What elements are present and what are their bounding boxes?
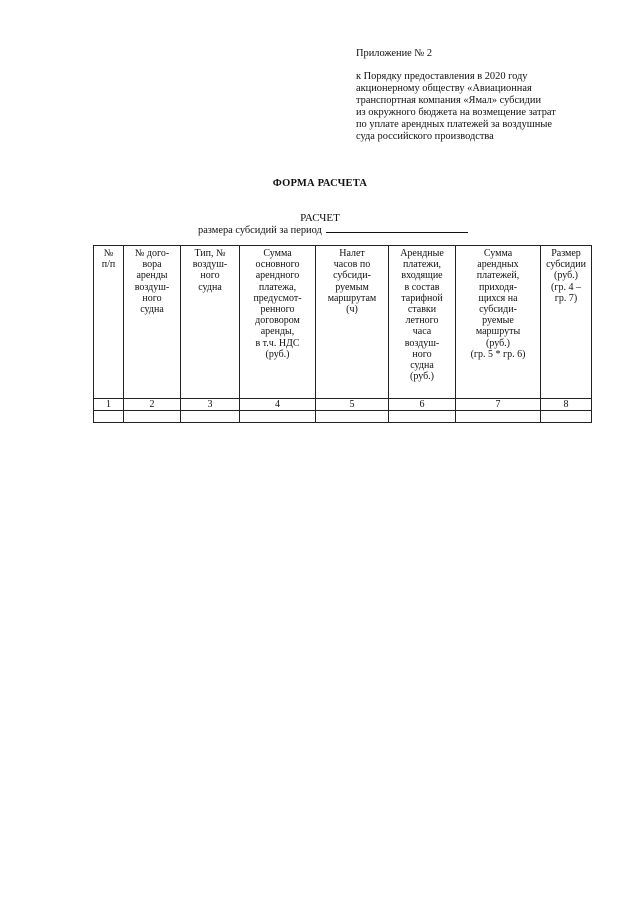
header-cell [94,246,124,399]
appendix-line: акционерному обществу «Авиационная [356,83,532,94]
empty-cell [240,411,316,423]
header-line: судна [140,304,164,316]
appendix-header [356,48,616,143]
header-line: ного [200,270,220,282]
header-cell [124,246,181,399]
column-number: 3 [181,399,240,411]
calc-subtitle-text: размера субсидий за период [198,225,322,236]
header-line: Сумма [483,248,513,259]
header-line: летного [405,315,439,327]
header-line: (ч) [346,304,358,316]
header-line: арендного [255,270,300,282]
empty-data-row [94,411,592,423]
column-number: 2 [124,399,181,411]
header-line: ренного [260,304,295,316]
header-line: тарифной [401,292,443,304]
header-line: щихся на [478,292,518,304]
column-number: 8 [541,399,592,411]
header-line: аренды [136,270,168,282]
header-line: маршрутам [327,292,377,304]
header-line: Налет [339,248,365,259]
header-line: аренды, [260,326,295,338]
header-line: платежи, [402,259,442,271]
header-line: воздуш- [192,259,228,271]
header-line: маршруты [475,326,521,338]
header-cell [316,246,389,399]
header-line: гр. 7) [554,292,578,304]
column-number: 6 [389,399,456,411]
header-line: судна [410,360,434,372]
header-line: № дого- [134,248,170,259]
header-line: судна [198,281,222,293]
header-line: платежа, [258,281,297,293]
header-line: Размер [551,248,581,259]
header-line: ного [412,348,432,360]
header-line: п/п [101,259,116,271]
empty-cell [456,411,541,423]
table-header-row [94,246,592,399]
header-line: воздуш- [134,281,170,293]
empty-cell [124,411,181,423]
header-line: (руб.) [486,337,510,349]
column-number: 5 [316,399,389,411]
appendix-line: суда российского производства [356,131,494,142]
header-cell [541,246,592,399]
header-cell [389,246,456,399]
header-line: ставки [407,304,437,316]
header-line: (гр. 5 * гр. 6) [470,348,526,360]
header-line: (руб.) [554,270,578,282]
column-number: 1 [94,399,124,411]
appendix-number: Приложение № 2 [356,48,433,59]
header-cell [240,246,316,399]
header-line: вора [142,259,162,271]
header-line: в т.ч. НДС [255,337,300,349]
empty-cell [94,411,124,423]
header-line: (гр. 4 – [551,281,581,293]
header-line: арендных [477,259,519,271]
header-line: в состав [404,281,440,293]
header-line: (руб.) [265,348,290,360]
header-line: № [103,248,114,259]
calculation-table [93,245,592,423]
header-line: платежей, [476,270,520,282]
header-line: часа [412,326,432,338]
column-number: 4 [240,399,316,411]
header-line: Сумма [263,248,292,259]
empty-cell [181,411,240,423]
header-line: субсиди- [333,270,371,282]
period-blank-line [326,223,468,233]
header-line: предусмот- [253,292,302,304]
empty-cell [316,411,389,423]
header-line: основного [255,259,300,271]
appendix-line: по уплате арендных платежей за воздушные [356,119,552,130]
header-line: договором [255,315,300,327]
header-cell [181,246,240,399]
header-line: Арендные [400,248,444,259]
header-line: входящие [401,270,443,282]
calc-title: РАСЧЕТ [300,212,340,224]
appendix-line: к Порядку предоставления в 2020 году [356,71,528,82]
header-line: субсидии [546,259,586,271]
header-line: руемым [335,281,369,293]
column-number: 7 [456,399,541,411]
column-number-row [94,399,592,411]
header-line: ного [142,292,162,304]
header-line: воздуш- [404,337,440,349]
form-title: ФОРМА РАСЧЕТА [272,178,368,189]
calc-subtitle [198,223,468,236]
header-line: часов по [333,259,371,271]
header-line: Тип, № [194,248,226,259]
header-line: субсиди- [479,304,517,316]
header-cell [456,246,541,399]
empty-cell [541,411,592,423]
header-line: руемые [482,315,514,327]
appendix-line: транспортная компания «Ямал» субсидии [356,95,542,106]
empty-cell [389,411,456,423]
header-line: приходя- [478,281,518,293]
appendix-line: из окружного бюджета на возмещение затрат [356,107,556,118]
header-line: (руб.) [410,371,434,383]
